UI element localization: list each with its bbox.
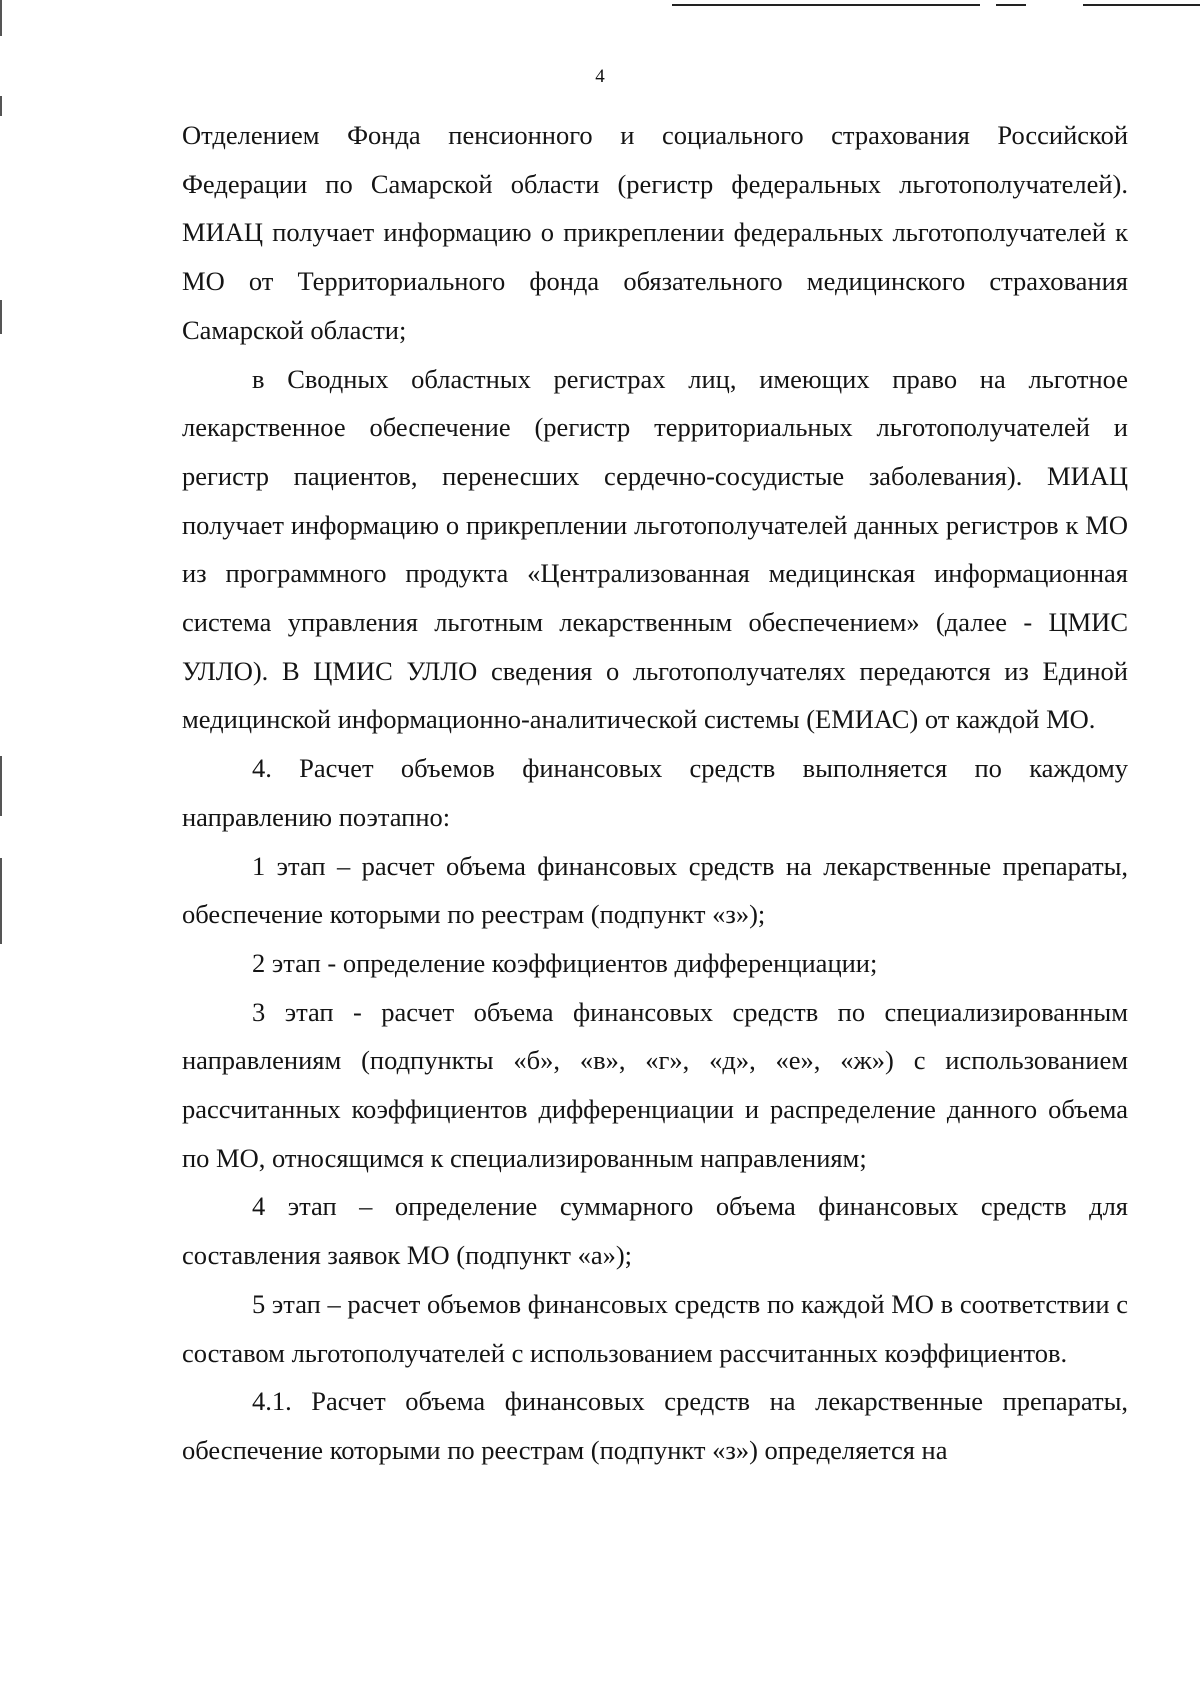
paragraph-section-4-1: 4.1. Расчет объема финансовых средств на лекарственные препараты, обеспечение которыми по реестрам (подпункт «з») определяется на [182,1386,1128,1465]
paragraph-registry-federal: Отделением Фонда пенсионного и социального страхования Российской Федерации по Самарской области (регистр федеральных льготополучателей). МИАЦ получает информацию о прикреплении федеральных льготополучателей к МО от Территориального фонда обязательного медицинского страхования Самарской области; [182,120,1128,345]
scan-artifact-line [1083,4,1200,6]
paragraph-registry-regional: в Сводных областных регистрах лиц, имеющих право на льготное лекарственное обеспечение (регистр территориальных льготополучателей и регистр пациентов, перенесших сердечно-сосудистые заболевания). МИАЦ получает информацию о прикреплении льготополучателей данных регистров к МО из программного продукта «Централизованная медицинская информационная система управления льготным лекарственным обеспечением» (далее - ЦМИС УЛЛО). В ЦМИС УЛЛО сведения о льготополучателях передаются из Единой медицинской информационно-аналитической системы (ЕМИАС) от каждой МО. [182,363,1128,735]
scan-edge-mark [0,300,2,334]
paragraph-stage-2: 2 этап - определение коэффициентов дифференциации; [252,947,878,978]
scan-edge-mark [0,0,2,36]
paragraph-stage-5: 5 этап – расчет объемов финансовых средств по каждой МО в соответствии с составом льготополучателей с использованием рассчитанных коэффициентов. [182,1288,1128,1368]
scan-edge-mark [0,96,2,116]
scan-artifact-line [996,4,1026,6]
document-body [182,111,1128,1475]
scan-edge-mark [0,858,2,944]
paragraph-calculation-stages: 4. Расчет объемов финансовых средств выполняется по каждому направлению поэтапно: [182,753,1128,832]
paragraph-stage-4: 4 этап – определение суммарного объема финансовых средств для составления заявок МО (подпункт «а»); [182,1191,1128,1271]
paragraph-stage-3: 3 этап - расчет объема финансовых средств по специализированным направлениям (подпункты «б», «в», «г», «д», «е», «ж») с использованием рассчитанных коэффициентов дифференциации и распределение данного объема по МО, относящимся к специализированным направлениям; [182,996,1128,1173]
page-number: 4 [595,66,605,87]
scan-edge-mark [0,756,2,816]
paragraph-stage-1: 1 этап – расчет объема финансовых средств на лекарственные препараты, обеспечение которыми по реестрам (подпункт «з»); [182,850,1128,930]
scan-artifact-line [672,4,980,6]
